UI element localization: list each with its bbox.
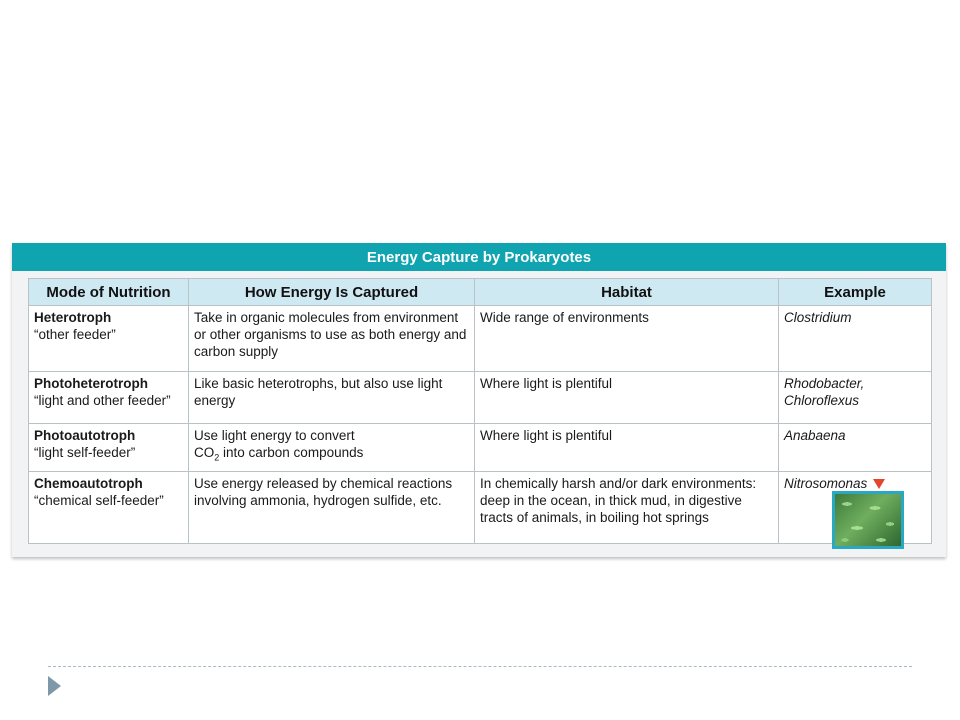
header-mode: Mode of Nutrition <box>29 279 189 306</box>
how-cell: Take in organic molecules from environment or other organisms to use as both energy and carbon supply <box>189 306 475 372</box>
header-example: Example <box>779 279 932 306</box>
habitat-cell: In chemically harsh and/or dark environments: deep in the ocean, in thick mud, in digestive tracts of animals, in boiling hot springs <box>475 472 779 544</box>
habitat-cell: Where light is plentiful <box>475 372 779 424</box>
table-row <box>29 424 932 472</box>
red-down-triangle-icon <box>873 479 885 489</box>
mode-description: “chemical self-feeder” <box>34 493 164 508</box>
header-habitat: Habitat <box>475 279 779 306</box>
mode-cell <box>29 372 189 424</box>
mode-name: Heterotroph <box>34 310 112 325</box>
mode-cell <box>29 424 189 472</box>
mode-name: Photoheterotroph <box>34 376 148 391</box>
table-title: Energy Capture by Prokaryotes <box>12 243 946 271</box>
nutrition-table <box>28 278 932 544</box>
table-row <box>29 472 932 544</box>
how-cell <box>189 424 475 472</box>
mode-description: “light and other feeder” <box>34 393 171 408</box>
mode-name: Chemoautotroph <box>34 476 143 491</box>
header-row <box>29 279 932 306</box>
header-how: How Energy Is Captured <box>189 279 475 306</box>
mode-name: Photoautotroph <box>34 428 136 443</box>
mode-description: “light self-feeder” <box>34 445 136 460</box>
habitat-cell: Where light is plentiful <box>475 424 779 472</box>
co2-text: CO <box>194 445 215 460</box>
co2-subscript: 2 <box>214 452 220 463</box>
example-text: Nitrosomonas <box>784 476 868 491</box>
example-cell: Clostridium <box>779 306 932 372</box>
table-row <box>29 306 932 372</box>
how-line-1: Use light energy to convert <box>194 428 355 443</box>
example-cell: Rhodobacter, Chloroflexus <box>779 372 932 424</box>
how-cell: Use energy released by chemical reactions involving ammonia, hydrogen sulfide, etc. <box>189 472 475 544</box>
example-cell: Anabaena <box>779 424 932 472</box>
table-area <box>28 278 931 544</box>
habitat-cell: Wide range of environments <box>475 306 779 372</box>
table-row <box>29 372 932 424</box>
bacteria-photo <box>832 491 904 549</box>
footer-divider <box>48 666 912 667</box>
table-panel <box>12 243 946 557</box>
right-triangle-bullet-icon <box>48 676 61 696</box>
mode-description: “other feeder” <box>34 327 116 342</box>
how-cell: Like basic heterotrophs, but also use light energy <box>189 372 475 424</box>
mode-cell <box>29 306 189 372</box>
mode-cell <box>29 472 189 544</box>
how-line-2-rest: into carbon compounds <box>219 445 364 460</box>
